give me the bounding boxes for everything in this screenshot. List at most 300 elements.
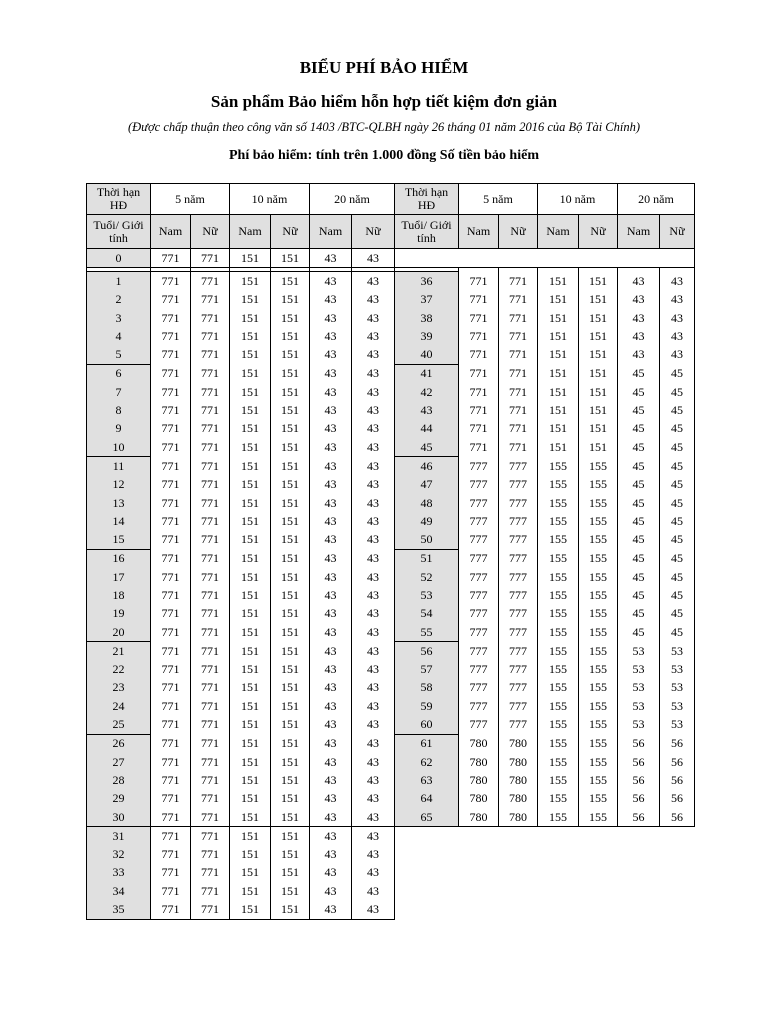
rate-cell: 155 bbox=[579, 790, 618, 808]
rate-cell: 780 bbox=[459, 734, 499, 753]
rate-cell: 771 bbox=[191, 808, 230, 827]
table-row bbox=[87, 771, 695, 789]
rate-cell: 43 bbox=[310, 771, 352, 789]
rate-cell: 771 bbox=[191, 272, 230, 291]
rate-cell: 777 bbox=[499, 476, 538, 494]
rate-cell: 151 bbox=[271, 882, 310, 900]
rate-cell: 771 bbox=[191, 420, 230, 438]
table-row bbox=[87, 364, 695, 383]
rate-cell: 771 bbox=[191, 530, 230, 549]
age-cell: 47 bbox=[395, 476, 459, 494]
rate-cell: 45 bbox=[618, 623, 660, 642]
rate-cell: 155 bbox=[579, 586, 618, 604]
rate-cell: 43 bbox=[352, 882, 395, 900]
rate-cell: 151 bbox=[271, 642, 310, 661]
table-row bbox=[87, 345, 695, 364]
rate-cell: 771 bbox=[151, 771, 191, 789]
age-cell: 51 bbox=[395, 549, 459, 568]
rate-cell: 45 bbox=[618, 586, 660, 604]
rate-cell: 771 bbox=[151, 715, 191, 734]
rate-cell: 155 bbox=[579, 605, 618, 623]
rate-cell: 777 bbox=[459, 476, 499, 494]
table-row bbox=[87, 623, 695, 642]
rate-cell: 151 bbox=[538, 438, 579, 457]
table-row bbox=[87, 568, 695, 586]
rate-cell: 151 bbox=[579, 383, 618, 401]
rate-cell: 45 bbox=[618, 530, 660, 549]
age-cell: 22 bbox=[87, 661, 151, 679]
table-row bbox=[87, 494, 695, 512]
gender-male: Nam bbox=[538, 215, 579, 249]
rate-cell: 771 bbox=[151, 530, 191, 549]
age-cell: 11 bbox=[87, 457, 151, 476]
rate-cell: 771 bbox=[459, 401, 499, 419]
table-row bbox=[87, 605, 695, 623]
rate-cell: 43 bbox=[352, 697, 395, 715]
age-cell: 36 bbox=[395, 272, 459, 291]
gender-female: Nữ bbox=[660, 215, 695, 249]
premium-basis-note: Phí bảo hiểm: tính trên 1.000 đồng Số tiền bảo hiểm bbox=[229, 148, 539, 163]
rate-cell: 45 bbox=[660, 383, 695, 401]
table-row bbox=[87, 291, 695, 309]
rate-cell: 43 bbox=[352, 661, 395, 679]
table-row bbox=[87, 438, 695, 457]
age-cell: 26 bbox=[87, 734, 151, 753]
rate-cell: 771 bbox=[499, 327, 538, 345]
rate-cell: 771 bbox=[191, 345, 230, 364]
rate-cell: 780 bbox=[459, 771, 499, 789]
rate-cell: 151 bbox=[271, 753, 310, 771]
rate-cell: 43 bbox=[352, 345, 395, 364]
rate-cell: 777 bbox=[499, 605, 538, 623]
rate-cell: 45 bbox=[660, 494, 695, 512]
table-row bbox=[87, 530, 695, 549]
term-10-years: 10 năm bbox=[230, 184, 310, 215]
rate-cell: 45 bbox=[660, 476, 695, 494]
age-cell: 54 bbox=[395, 605, 459, 623]
rate-cell: 43 bbox=[352, 715, 395, 734]
rate-cell: 43 bbox=[310, 549, 352, 568]
rate-cell: 45 bbox=[618, 364, 660, 383]
rate-cell: 155 bbox=[579, 512, 618, 530]
age-cell: 9 bbox=[87, 420, 151, 438]
rate-cell: 45 bbox=[660, 457, 695, 476]
rate-cell: 151 bbox=[230, 827, 271, 846]
rate-cell: 53 bbox=[618, 715, 660, 734]
rate-cell: 155 bbox=[579, 808, 618, 827]
rate-cell: 43 bbox=[352, 476, 395, 494]
rate-cell: 151 bbox=[271, 291, 310, 309]
rate-cell: 155 bbox=[579, 549, 618, 568]
rate-cell: 43 bbox=[310, 642, 352, 661]
rate-cell: 771 bbox=[151, 327, 191, 345]
table-row bbox=[87, 309, 695, 327]
rate-cell: 151 bbox=[230, 476, 271, 494]
rate-cell: 771 bbox=[191, 900, 230, 919]
rate-cell: 771 bbox=[151, 864, 191, 882]
rate-cell: 151 bbox=[230, 605, 271, 623]
age-cell: 50 bbox=[395, 530, 459, 549]
rate-cell: 771 bbox=[191, 512, 230, 530]
document-title: BIỂU PHÍ BẢO HIỂM bbox=[299, 58, 469, 77]
rate-cell: 43 bbox=[352, 790, 395, 808]
rate-cell: 43 bbox=[310, 679, 352, 697]
rate-cell: 151 bbox=[271, 438, 310, 457]
age-gender-header: Tuổi/ Giới tính bbox=[395, 215, 459, 249]
rate-cell: 45 bbox=[618, 476, 660, 494]
rate-cell: 151 bbox=[230, 401, 271, 419]
rate-cell: 151 bbox=[538, 291, 579, 309]
rate-cell: 771 bbox=[191, 679, 230, 697]
table-row bbox=[87, 864, 695, 882]
rate-cell: 45 bbox=[660, 568, 695, 586]
empty-cell bbox=[395, 846, 695, 864]
rate-cell: 777 bbox=[499, 661, 538, 679]
rate-cell: 771 bbox=[151, 549, 191, 568]
rate-cell: 771 bbox=[151, 661, 191, 679]
rate-cell: 155 bbox=[579, 476, 618, 494]
rate-cell: 151 bbox=[271, 586, 310, 604]
rate-cell: 43 bbox=[352, 494, 395, 512]
premium-rate-table bbox=[86, 183, 695, 920]
rate-cell: 151 bbox=[538, 401, 579, 419]
rate-cell: 155 bbox=[579, 715, 618, 734]
table-row bbox=[87, 327, 695, 345]
rate-cell: 43 bbox=[352, 309, 395, 327]
rate-cell: 151 bbox=[230, 771, 271, 789]
rate-cell: 771 bbox=[191, 549, 230, 568]
rate-cell: 151 bbox=[230, 790, 271, 808]
rate-cell: 151 bbox=[271, 846, 310, 864]
rate-cell: 771 bbox=[499, 272, 538, 291]
age-cell: 4 bbox=[87, 327, 151, 345]
rate-cell: 151 bbox=[579, 420, 618, 438]
age-cell: 59 bbox=[395, 697, 459, 715]
rate-cell: 45 bbox=[618, 549, 660, 568]
gender-female: Nữ bbox=[352, 215, 395, 249]
rate-cell: 155 bbox=[538, 790, 579, 808]
rate-cell: 56 bbox=[618, 771, 660, 789]
rate-cell: 771 bbox=[151, 734, 191, 753]
rate-cell: 771 bbox=[499, 345, 538, 364]
gender-male: Nam bbox=[310, 215, 352, 249]
rate-cell: 155 bbox=[538, 568, 579, 586]
rate-cell: 45 bbox=[618, 605, 660, 623]
age-cell: 43 bbox=[395, 401, 459, 419]
rate-cell: 151 bbox=[271, 808, 310, 827]
table-row bbox=[87, 586, 695, 604]
rate-cell: 43 bbox=[352, 623, 395, 642]
rate-cell: 780 bbox=[499, 790, 538, 808]
rate-cell: 771 bbox=[191, 457, 230, 476]
rate-cell: 151 bbox=[230, 661, 271, 679]
empty-cell bbox=[395, 900, 695, 919]
rate-cell: 43 bbox=[310, 882, 352, 900]
age-cell: 5 bbox=[87, 345, 151, 364]
rate-cell: 771 bbox=[151, 586, 191, 604]
rate-cell: 151 bbox=[230, 753, 271, 771]
empty-cell bbox=[395, 882, 695, 900]
rate-cell: 56 bbox=[618, 753, 660, 771]
rate-cell: 155 bbox=[538, 715, 579, 734]
rate-cell: 151 bbox=[230, 586, 271, 604]
rate-cell: 151 bbox=[230, 642, 271, 661]
rate-cell: 777 bbox=[459, 568, 499, 586]
rate-cell: 43 bbox=[352, 605, 395, 623]
table-row bbox=[87, 457, 695, 476]
gender-male: Nam bbox=[230, 215, 271, 249]
rate-cell: 771 bbox=[459, 383, 499, 401]
age-cell: 0 bbox=[87, 249, 151, 268]
rate-cell: 771 bbox=[191, 494, 230, 512]
table-row bbox=[87, 512, 695, 530]
table-row bbox=[87, 249, 695, 268]
rate-cell: 43 bbox=[310, 309, 352, 327]
rate-cell: 43 bbox=[352, 327, 395, 345]
rate-cell: 151 bbox=[579, 401, 618, 419]
table-row bbox=[87, 715, 695, 734]
rate-cell: 53 bbox=[618, 679, 660, 697]
rate-cell: 777 bbox=[499, 623, 538, 642]
rate-cell: 151 bbox=[271, 327, 310, 345]
rate-cell: 151 bbox=[579, 309, 618, 327]
rate-cell: 151 bbox=[230, 900, 271, 919]
rate-cell: 151 bbox=[579, 272, 618, 291]
rate-cell: 151 bbox=[230, 882, 271, 900]
empty-cell bbox=[395, 249, 695, 268]
rate-cell: 45 bbox=[618, 512, 660, 530]
rate-cell: 771 bbox=[151, 420, 191, 438]
rate-cell: 45 bbox=[660, 605, 695, 623]
table-row bbox=[87, 900, 695, 919]
age-cell: 34 bbox=[87, 882, 151, 900]
rate-cell: 43 bbox=[352, 753, 395, 771]
rate-cell: 777 bbox=[499, 512, 538, 530]
rate-cell: 155 bbox=[579, 734, 618, 753]
rate-cell: 155 bbox=[538, 661, 579, 679]
rate-cell: 43 bbox=[310, 457, 352, 476]
rate-cell: 43 bbox=[310, 605, 352, 623]
rate-cell: 777 bbox=[459, 512, 499, 530]
rate-cell: 151 bbox=[271, 494, 310, 512]
rate-cell: 777 bbox=[459, 586, 499, 604]
rate-cell: 155 bbox=[538, 771, 579, 789]
rate-cell: 771 bbox=[191, 568, 230, 586]
rate-cell: 771 bbox=[191, 623, 230, 642]
rate-cell: 43 bbox=[310, 715, 352, 734]
age-cell: 28 bbox=[87, 771, 151, 789]
rate-cell: 771 bbox=[191, 642, 230, 661]
rate-cell: 155 bbox=[579, 568, 618, 586]
age-cell: 18 bbox=[87, 586, 151, 604]
rate-cell: 151 bbox=[271, 827, 310, 846]
rate-cell: 155 bbox=[538, 808, 579, 827]
rate-cell: 777 bbox=[499, 642, 538, 661]
rate-cell: 155 bbox=[579, 753, 618, 771]
age-cell: 44 bbox=[395, 420, 459, 438]
rate-cell: 43 bbox=[352, 401, 395, 419]
rate-cell: 56 bbox=[660, 790, 695, 808]
age-cell: 41 bbox=[395, 364, 459, 383]
rate-cell: 43 bbox=[310, 846, 352, 864]
rate-cell: 777 bbox=[459, 697, 499, 715]
age-cell: 49 bbox=[395, 512, 459, 530]
rate-cell: 777 bbox=[499, 457, 538, 476]
rate-cell: 771 bbox=[459, 345, 499, 364]
rate-cell: 151 bbox=[230, 494, 271, 512]
rate-cell: 43 bbox=[618, 327, 660, 345]
rate-cell: 151 bbox=[271, 679, 310, 697]
rate-cell: 780 bbox=[499, 808, 538, 827]
rate-cell: 43 bbox=[310, 249, 352, 268]
rate-cell: 151 bbox=[579, 345, 618, 364]
age-cell: 42 bbox=[395, 383, 459, 401]
rate-cell: 771 bbox=[151, 249, 191, 268]
rate-cell: 155 bbox=[579, 697, 618, 715]
rate-cell: 771 bbox=[191, 697, 230, 715]
rate-cell: 43 bbox=[310, 327, 352, 345]
rate-cell: 155 bbox=[538, 530, 579, 549]
rate-cell: 771 bbox=[191, 438, 230, 457]
rate-cell: 43 bbox=[352, 457, 395, 476]
rate-cell: 771 bbox=[151, 753, 191, 771]
rate-cell: 56 bbox=[660, 734, 695, 753]
rate-cell: 151 bbox=[271, 549, 310, 568]
rate-cell: 151 bbox=[271, 605, 310, 623]
age-cell: 25 bbox=[87, 715, 151, 734]
product-name: Sản phẩm Bảo hiểm hỗn hợp tiết kiệm đơn giản bbox=[210, 92, 558, 111]
rate-cell: 43 bbox=[352, 383, 395, 401]
rate-cell: 151 bbox=[230, 512, 271, 530]
rate-cell: 45 bbox=[618, 457, 660, 476]
rate-cell: 771 bbox=[151, 568, 191, 586]
age-cell: 19 bbox=[87, 605, 151, 623]
age-cell: 33 bbox=[87, 864, 151, 882]
age-cell: 15 bbox=[87, 530, 151, 549]
rate-cell: 771 bbox=[459, 420, 499, 438]
rate-cell: 151 bbox=[230, 864, 271, 882]
table-row bbox=[87, 476, 695, 494]
rate-cell: 45 bbox=[618, 438, 660, 457]
rate-cell: 43 bbox=[352, 808, 395, 827]
rate-cell: 155 bbox=[579, 661, 618, 679]
table-row bbox=[87, 846, 695, 864]
age-cell: 53 bbox=[395, 586, 459, 604]
rate-cell: 43 bbox=[310, 383, 352, 401]
rate-cell: 43 bbox=[352, 291, 395, 309]
rate-cell: 43 bbox=[310, 494, 352, 512]
rate-cell: 53 bbox=[618, 642, 660, 661]
rate-cell: 151 bbox=[230, 530, 271, 549]
rate-cell: 43 bbox=[352, 438, 395, 457]
empty-cell bbox=[395, 864, 695, 882]
rate-cell: 771 bbox=[151, 438, 191, 457]
rate-cell: 43 bbox=[352, 549, 395, 568]
age-cell: 10 bbox=[87, 438, 151, 457]
rate-cell: 777 bbox=[499, 697, 538, 715]
rate-cell: 771 bbox=[151, 827, 191, 846]
rate-cell: 155 bbox=[579, 530, 618, 549]
table-row bbox=[87, 642, 695, 661]
rate-cell: 155 bbox=[538, 549, 579, 568]
age-cell: 35 bbox=[87, 900, 151, 919]
rate-cell: 771 bbox=[151, 345, 191, 364]
rate-cell: 43 bbox=[310, 790, 352, 808]
gender-male: Nam bbox=[618, 215, 660, 249]
term-header: Thời hạn HĐ bbox=[395, 184, 459, 215]
rate-cell: 151 bbox=[271, 383, 310, 401]
rate-cell: 56 bbox=[660, 753, 695, 771]
rate-cell: 151 bbox=[271, 249, 310, 268]
rate-cell: 155 bbox=[538, 476, 579, 494]
table-row bbox=[87, 383, 695, 401]
rate-cell: 155 bbox=[538, 494, 579, 512]
rate-cell: 155 bbox=[538, 679, 579, 697]
age-cell: 31 bbox=[87, 827, 151, 846]
rate-cell: 43 bbox=[310, 808, 352, 827]
age-cell: 57 bbox=[395, 661, 459, 679]
rate-cell: 155 bbox=[579, 494, 618, 512]
rate-cell: 777 bbox=[499, 549, 538, 568]
rate-cell: 151 bbox=[271, 661, 310, 679]
age-cell: 46 bbox=[395, 457, 459, 476]
rate-cell: 56 bbox=[660, 771, 695, 789]
age-cell: 13 bbox=[87, 494, 151, 512]
rate-cell: 780 bbox=[499, 734, 538, 753]
rate-cell: 45 bbox=[618, 401, 660, 419]
rate-cell: 45 bbox=[660, 530, 695, 549]
table-row bbox=[87, 272, 695, 291]
rate-cell: 151 bbox=[230, 383, 271, 401]
rate-cell: 151 bbox=[230, 291, 271, 309]
rate-cell: 53 bbox=[660, 715, 695, 734]
age-cell: 20 bbox=[87, 623, 151, 642]
rate-cell: 45 bbox=[618, 494, 660, 512]
rate-cell: 43 bbox=[352, 586, 395, 604]
age-cell: 27 bbox=[87, 753, 151, 771]
rate-cell: 151 bbox=[579, 364, 618, 383]
table-row bbox=[87, 420, 695, 438]
table-row bbox=[87, 661, 695, 679]
rate-cell: 771 bbox=[499, 401, 538, 419]
rate-cell: 771 bbox=[151, 494, 191, 512]
rate-cell: 43 bbox=[310, 586, 352, 604]
rate-cell: 151 bbox=[271, 364, 310, 383]
rate-cell: 777 bbox=[459, 623, 499, 642]
gender-female: Nữ bbox=[271, 215, 310, 249]
rate-cell: 151 bbox=[271, 345, 310, 364]
age-cell: 2 bbox=[87, 291, 151, 309]
rate-cell: 151 bbox=[230, 420, 271, 438]
rate-cell: 771 bbox=[459, 272, 499, 291]
gender-female: Nữ bbox=[191, 215, 230, 249]
age-cell: 55 bbox=[395, 623, 459, 642]
rate-cell: 780 bbox=[499, 771, 538, 789]
rate-cell: 43 bbox=[310, 864, 352, 882]
rate-cell: 771 bbox=[191, 364, 230, 383]
rate-cell: 151 bbox=[230, 345, 271, 364]
rate-cell: 43 bbox=[352, 364, 395, 383]
approval-note: (Được chấp thuận theo công văn số 1403 /BTC-QLBH ngày 26 tháng 01 năm 2016 của Bộ Tài Chính) bbox=[127, 120, 641, 134]
rate-cell: 43 bbox=[352, 530, 395, 549]
rate-cell: 771 bbox=[499, 438, 538, 457]
age-cell: 48 bbox=[395, 494, 459, 512]
table-row bbox=[87, 753, 695, 771]
rate-cell: 43 bbox=[352, 734, 395, 753]
age-cell: 1 bbox=[87, 272, 151, 291]
term-20-years: 20 năm bbox=[310, 184, 395, 215]
rate-cell: 43 bbox=[352, 568, 395, 586]
